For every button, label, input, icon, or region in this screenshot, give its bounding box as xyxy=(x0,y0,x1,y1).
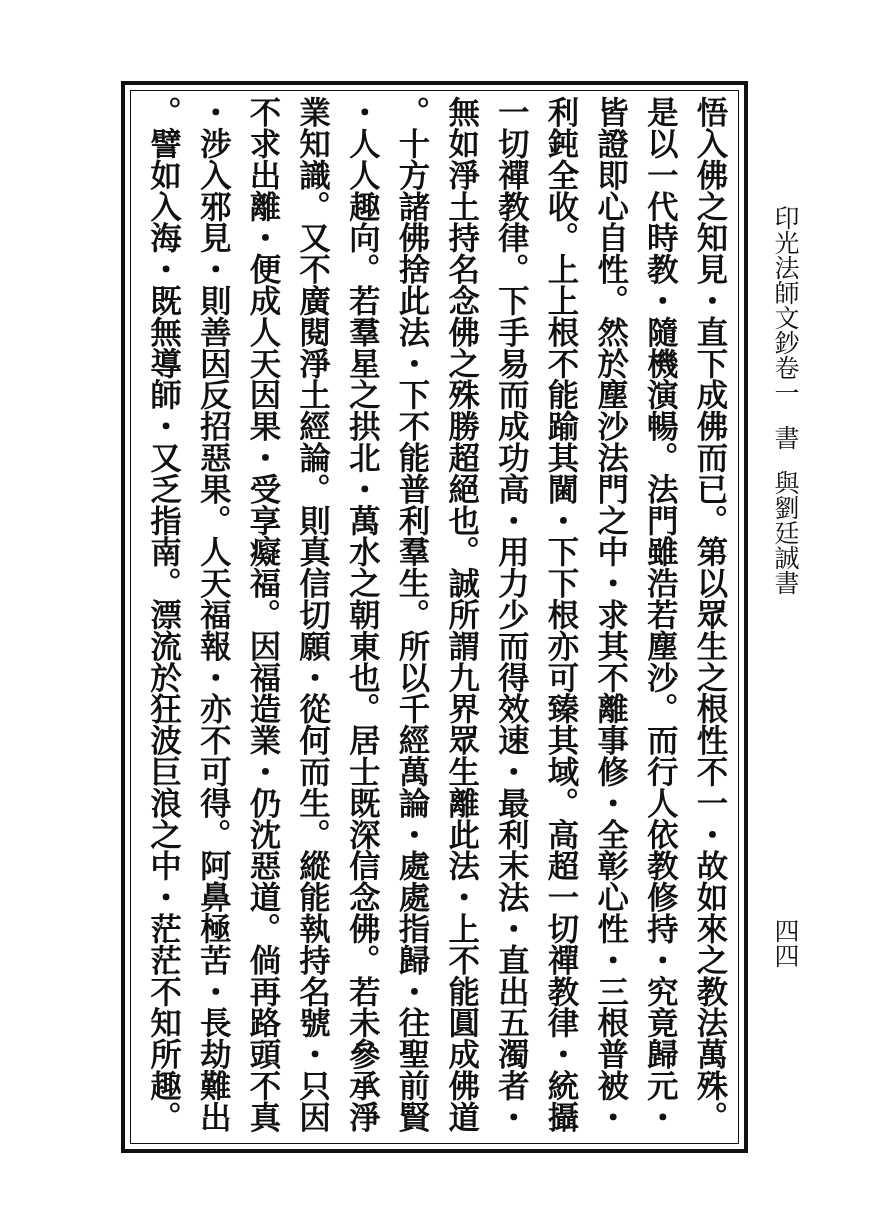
text-body xyxy=(138,96,734,1142)
text-column-4: 利鈍全收。上上根不能踰其閫・下下根亦可臻其域。高超一切禪教律・統攝 xyxy=(541,96,578,1133)
text-column-10: 不求出離・便成人天因果・受享癡福。因福造業・仍沈惡道。倘再路頭不真 xyxy=(243,96,280,1133)
text-column-2: 是以一代時教・隨機演暢。法門雖浩若塵沙。而行人依教修持・究竟歸元・ xyxy=(641,96,678,1133)
letter-title: 與劉廷誠書 xyxy=(771,470,800,595)
text-column-8: ・人人趣向。若羣星之拱北・萬水之朝東也。居士既深信念佛。若未參承淨 xyxy=(343,96,380,1133)
page-number: 四四 xyxy=(771,918,800,968)
text-column-9: 業知識。又不廣閱淨土經論。則真信切願・從何而生。縱能執持名號・只因 xyxy=(293,96,330,1133)
book-title: 印光法師文鈔卷一 xyxy=(771,205,800,405)
text-column-7: 。十方諸佛捨此法・下不能普利羣生。所以千經萬論・處處指歸・往聖前賢 xyxy=(392,96,429,1133)
text-column-6: 無如淨土持名念佛之殊勝超絕也。誠所謂九界眾生離此法・上不能圓成佛道 xyxy=(442,96,479,1133)
text-column-12: 。譬如入海・既無導師・又乏指南。漂流於狂波巨浪之中・茫茫不知所趣。 xyxy=(144,96,181,1133)
text-column-5: 一切禪教律。下手易而成功高・用力少而得效速・最利末法・直出五濁者・ xyxy=(492,96,529,1133)
text-column-3: 皆證即心自性。然於塵沙法門之中・求其不離事修・全彰心性・三根普被・ xyxy=(591,96,628,1133)
section-label: 書 xyxy=(771,425,800,450)
margin-header xyxy=(770,205,800,595)
text-column-1: 悟入佛之知見・直下成佛而已。第以眾生之根性不一・故如來之教法萬殊。 xyxy=(691,96,727,1133)
text-column-11: ・涉入邪見・則善因反招惡果。人天福報・亦不可得。阿鼻極苦・長劫難出 xyxy=(194,96,231,1133)
